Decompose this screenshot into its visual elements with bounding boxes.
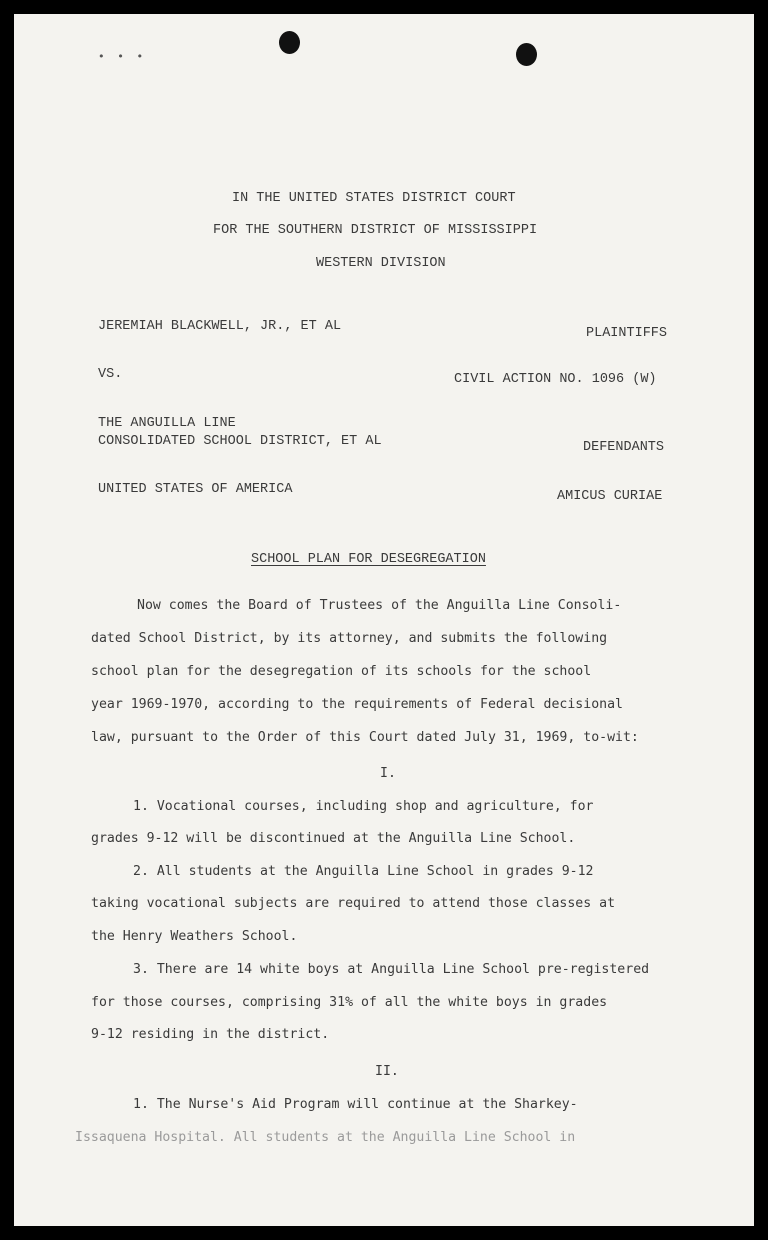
section1-line: for those courses, comprising 31% of all the white boys in grades	[91, 995, 608, 1010]
defendant-name-line2: CONSOLIDATED SCHOOL DISTRICT, ET AL	[98, 434, 382, 449]
margin-marks: • • •	[98, 50, 147, 63]
court-header-line3: WESTERN DIVISION	[316, 256, 446, 271]
plaintiff-role: PLAINTIFFS	[586, 326, 668, 341]
intro-line: Now comes the Board of Trustees of the Anguilla Line Consoli-	[137, 598, 622, 613]
intro-line: school plan for the desegregation of its schools for the school	[91, 664, 592, 679]
section1-line: 2. All students at the Anguilla Line School in grades 9-12	[133, 864, 594, 879]
section1-line: 3. There are 14 white boys at Anguilla Line School pre-registered	[133, 962, 650, 977]
plaintiff-name: JEREMIAH BLACKWELL, JR., ET AL	[98, 319, 342, 334]
section-heading-1: I.	[380, 766, 396, 781]
section2-line: Issaquena Hospital. All students at the Anguilla Line School in	[75, 1130, 576, 1145]
civil-action-number: CIVIL ACTION NO. 1096 (W)	[454, 372, 657, 387]
intro-line: law, pursuant to the Order of this Court dated July 31, 1969, to-wit:	[91, 730, 639, 745]
amicus-role: AMICUS CURIAE	[557, 489, 663, 504]
punch-hole-right	[516, 43, 537, 66]
document-title: SCHOOL PLAN FOR DESEGREGATION	[251, 552, 486, 567]
court-header-line1: IN THE UNITED STATES DISTRICT COURT	[232, 191, 516, 206]
document-page	[14, 14, 754, 1226]
punch-hole-left	[279, 31, 300, 54]
section1-line: the Henry Weathers School.	[91, 929, 298, 944]
section-heading-2: II.	[375, 1064, 399, 1079]
amicus-name: UNITED STATES OF AMERICA	[98, 482, 293, 497]
section1-line: 1. Vocational courses, including shop and agriculture, for	[133, 799, 594, 814]
defendant-name-line1: THE ANGUILLA LINE	[98, 416, 236, 431]
versus: VS.	[98, 367, 123, 382]
defendant-role: DEFENDANTS	[583, 440, 665, 455]
section1-line: taking vocational subjects are required to attend those classes at	[91, 896, 616, 911]
section1-line: 9-12 residing in the district.	[91, 1027, 330, 1042]
intro-line: year 1969-1970, according to the requirements of Federal decisional	[91, 697, 623, 712]
section1-line: grades 9-12 will be discontinued at the Anguilla Line School.	[91, 831, 576, 846]
intro-line: dated School District, by its attorney, and submits the following	[91, 631, 608, 646]
section2-line: 1. The Nurse's Aid Program will continue at the Sharkey-	[133, 1097, 578, 1112]
court-header-line2: FOR THE SOUTHERN DISTRICT OF MISSISSIPPI	[213, 223, 538, 238]
